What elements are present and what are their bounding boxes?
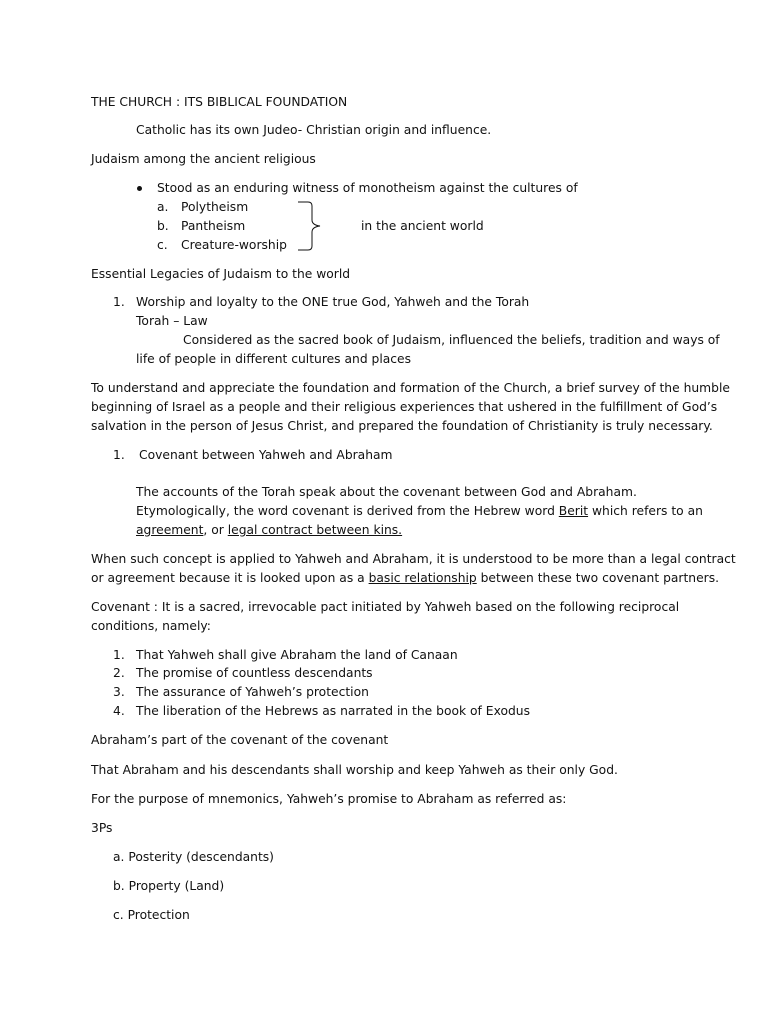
concept-text: or agreement because it is looked upon as a <box>91 571 369 585</box>
understand-paragraph-line-2: beginning of Israel as a people and their religious experiences that ushered in the fulfillment of God’s <box>91 400 718 414</box>
condition-marker: 1. <box>113 648 125 662</box>
right-brace-icon <box>296 200 326 252</box>
covenant-item-marker: 1. <box>113 448 125 462</box>
berit-term: Berit <box>558 504 589 518</box>
bullet-text: Stood as an enduring witness of monotheism against the cultures of <box>157 181 578 195</box>
torah-line: Torah – Law <box>136 314 208 328</box>
covenant-definition-line-1: Covenant : It is a sacred, irrevocable pact initiated by Yahweh based on the following reciprocal <box>91 600 680 614</box>
brace-label: in the ancient world <box>361 219 484 233</box>
condition-marker: 3. <box>113 685 125 699</box>
covenant-paragraph-line-1: The accounts of the Torah speak about the covenant between God and Abraham. <box>136 485 637 499</box>
sub-list-item-pantheism: Pantheism <box>181 219 246 233</box>
covenant-paragraph-line-2 <box>136 502 703 521</box>
sub-list-item-polytheism: Polytheism <box>181 200 249 214</box>
document-title: THE CHURCH : ITS BIBLICAL FOUNDATION <box>91 95 348 109</box>
covenant-item-text: Covenant between Yahweh and Abraham <box>139 448 393 462</box>
three-ps-heading: 3Ps <box>91 821 113 835</box>
torah-description-line-1: Considered as the sacred book of Judaism, influenced the beliefs, tradition and ways of <box>183 333 720 347</box>
legacy-item-marker: 1. <box>113 295 125 309</box>
sub-list-marker-b: b. <box>157 219 169 233</box>
covenant-paragraph-line-3 <box>136 521 402 540</box>
condition-item: The promise of countless descendants <box>136 666 373 680</box>
concept-paragraph-line-1: When such concept is applied to Yahweh and Abraham, it is understood to be more than a legal contract <box>91 552 736 566</box>
legacy-item-text: Worship and loyalty to the ONE true God, Yahweh and the Torah <box>136 295 530 309</box>
sub-list-marker-a: a. <box>157 200 169 214</box>
covenant-etymology-tail: which refers to an <box>588 504 703 518</box>
promise-item-property: b. Property (Land) <box>113 879 225 893</box>
covenant-definition-line-2: conditions, namely: <box>91 619 211 633</box>
agreement-term: agreement <box>136 523 204 537</box>
understand-paragraph-line-3: salvation in the person of Jesus Christ, and prepared the foundation of Christianity is truly necessary. <box>91 419 713 433</box>
understand-paragraph-line-1: To understand and appreciate the foundation and formation of the Church, a brief survey of the humble <box>91 381 730 395</box>
intro-line: Catholic has its own Judeo- Christian origin and influence. <box>136 123 492 137</box>
judaism-heading: Judaism among the ancient religious <box>91 152 316 166</box>
abraham-part-heading: Abraham’s part of the covenant of the covenant <box>91 733 389 747</box>
covenant-etymology-text: Etymologically, the word covenant is derived from the Hebrew word <box>136 504 559 518</box>
concept-tail: between these two covenant partners. <box>476 571 720 585</box>
sub-list-marker-c: c. <box>157 238 168 252</box>
condition-item: The assurance of Yahweh’s protection <box>136 685 369 699</box>
condition-marker: 2. <box>113 666 125 680</box>
promise-item-posterity: a. Posterity (descendants) <box>113 850 274 864</box>
condition-item: That Yahweh shall give Abraham the land of Canaan <box>136 648 458 662</box>
torah-description-line-2: life of people in different cultures and places <box>136 352 412 366</box>
promise-item-protection: c. Protection <box>113 908 190 922</box>
concept-paragraph-line-2 <box>91 569 719 588</box>
abraham-worship-line: That Abraham and his descendants shall worship and keep Yahweh as their only God. <box>91 763 618 777</box>
mnemonics-line: For the purpose of mnemonics, Yahweh’s promise to Abraham as referred as: <box>91 792 567 806</box>
legal-contract-term: legal contract between kins. <box>227 523 403 537</box>
basic-relationship-term: basic relationship <box>368 571 477 585</box>
condition-item: The liberation of the Hebrews as narrated in the book of Exodus <box>136 704 530 718</box>
condition-marker: 4. <box>113 704 125 718</box>
bullet-icon <box>137 186 142 191</box>
legacies-heading: Essential Legacies of Judaism to the world <box>91 267 351 281</box>
agreement-separator: , or <box>203 523 228 537</box>
sub-list-item-creature-worship: Creature-worship <box>181 238 287 252</box>
